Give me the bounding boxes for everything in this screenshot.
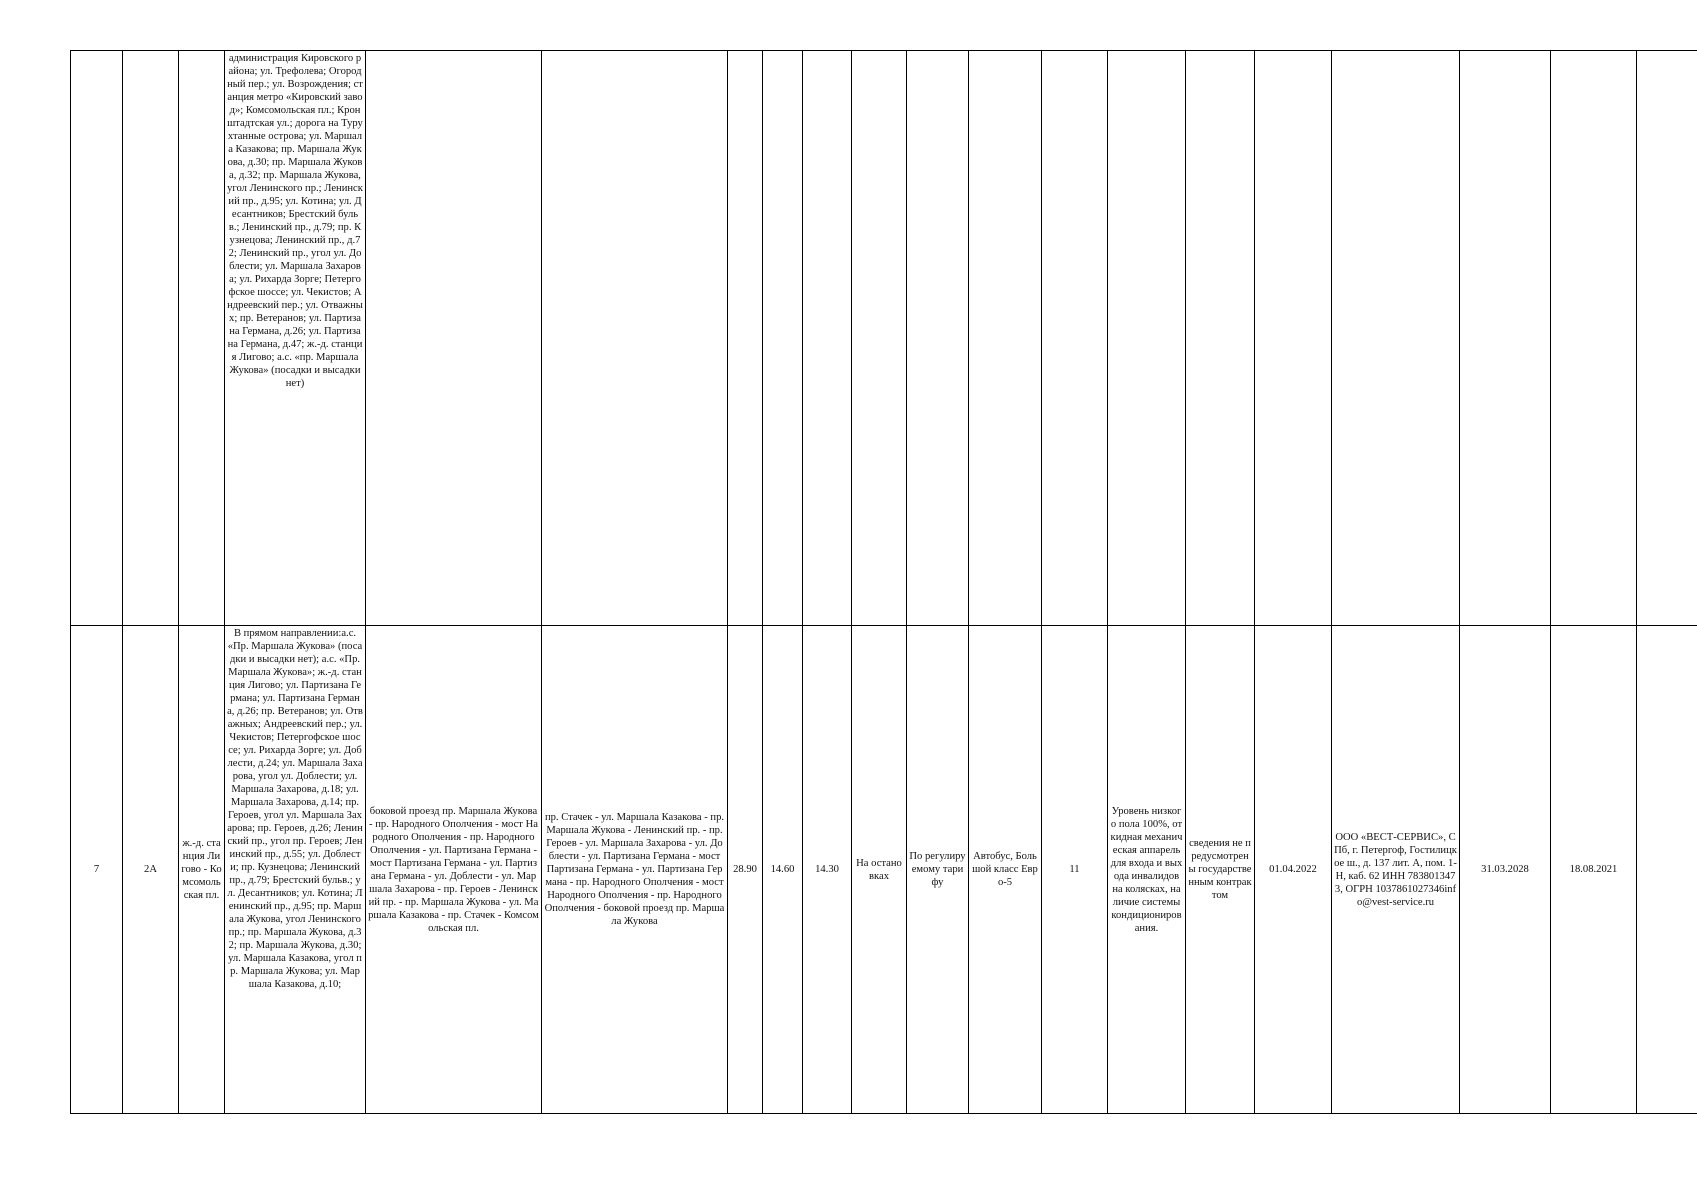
cell-start-date (1255, 51, 1332, 626)
cell-stops: В прямом направлении:а.с. «Пр. Маршала Жукова» (посадки и высадки нет); а.с. «Пр. Маршала Жукова»; ж.-д. станция Лигово; ул. Партизана Германа; ул. Партизана Германа, д.26; пр. Ветеранов; ул. Отважных; Андреевский пер.; ул. Чекистов; Петергофское шоссе; ул. Рихарда Зорге; ул. Доблести, д.24; ул. Маршала Захарова, угол ул. Доблести; ул. Маршала Захарова, д.18; ул. Маршала Захарова, д.14; пр. Героев, угол ул. Маршала Захарова; пр. Героев, д.26; Ленинский пр., угол пр. Героев; Ленинский пр., д.55; ул. Доблести; пр. Кузнецова; Ленинский пр., д.79; Брестский бульв.; ул. Десантников; ул. Котина; Ленинский пр., д.95; пр. Маршала Жукова, угол Ленинского пр.; пр. Маршала Жукова, д.32; пр. Маршала Жукова, д.30; ул. Маршала Казакова, угол пр. Маршала Жукова; ул. Маршала Казакова, д.10; (225, 626, 366, 1114)
cell-number (71, 51, 123, 626)
cell-route-name: ж.-д. станция Лигово - Комсомольская пл. (179, 626, 225, 1114)
cell-streets-forward (366, 51, 542, 626)
route-register-table (70, 50, 1697, 1114)
cell-contract-end (1460, 51, 1551, 626)
cell-tariff (907, 51, 969, 626)
cell-carrier (1332, 51, 1460, 626)
cell-extra (1637, 626, 1697, 1114)
cell-streets-backward: пр. Стачек - ул. Маршала Казакова - пр. Маршала Жукова - Ленинский пр. - пр. Героев - ул. Маршала Захарова - ул. Доблести - ул. Партизана Германа - мост Партизана Германа - ул. Партизана Германа - пр. Народного Ополчения - мост Народного Ополчения - пр. Народного Ополчения - боковой проезд пр. Маршала Жукова (542, 626, 728, 1114)
cell-vehicle-count (1042, 51, 1108, 626)
cell-vehicle (969, 51, 1042, 626)
cell-route-number: 2А (123, 626, 179, 1114)
cell-stops: администрация Кировского района; ул. Трефолева; Огородный пер.; ул. Возрождения; станция метро «Кировский завод»; Комсомольская пл.; Кронштадтская ул.; дорога на Турухтанные острова; ул. Маршала Казакова; пр. Маршала Жукова, д.30; пр. Маршала Жукова, д.32; пр. Маршала Жукова, угол Ленинского пр.; Ленинский пр., д.95; ул. Котина; ул. Десантников; Брестский бульв.; Ленинский пр., д.79; пр. Кузнецова; Ленинский пр., д.72; Ленинский пр., угол ул. Доблести; ул. Маршала Захарова; ул. Рихарда Зорге; Петергофское шоссе; ул. Чекистов; Андреевский пер.; ул. Отважных; пр. Ветеранов; ул. Партизана Германа, д.26; ул. Партизана Германа, д.47; ж.-д. станция Лигово; а.с. «пр. Маршала Жукова» (посадки и высадки нет) (225, 51, 366, 626)
cell-extra (1637, 51, 1697, 626)
cell-characteristics (1108, 51, 1186, 626)
table-row (71, 51, 1697, 626)
cell-start-date: 01.04.2022 (1255, 626, 1332, 1114)
cell-route-number (123, 51, 179, 626)
cell-tariff: По регулируемому тарифу (907, 626, 969, 1114)
cell-contract-info: сведения не предусмотрены государственным контрактом (1186, 626, 1255, 1114)
cell-stop-order (852, 51, 907, 626)
cell-route-name (179, 51, 225, 626)
cell-vehicle-count: 11 (1042, 626, 1108, 1114)
cell-number: 7 (71, 626, 123, 1114)
cell-carrier: ООО «ВЕСТ-СЕРВИС», СПб, г. Петергоф, Гостилицкое ш., д. 137 лит. А, пом. 1-Н, каб. 62 ИНН 7838013473, ОГРН 1037861027346info@vest-service.ru (1332, 626, 1460, 1114)
cell-length-backward (763, 51, 803, 626)
cell-contract-date: 18.08.2021 (1551, 626, 1637, 1114)
cell-stop-order: На остановках (852, 626, 907, 1114)
table-row (71, 626, 1697, 1114)
cell-contract-info (1186, 51, 1255, 626)
cell-streets-forward: боковой проезд пр. Маршала Жукова - пр. Народного Ополчения - мост Народного Ополчения - пр. Народного Ополчения - ул. Партизана Германа - мост Партизана Германа - ул. Партизана Германа - ул. Доблести - ул. Маршала Захарова - пр. Героев - Ленинский пр. - пр. Маршала Жукова - ул. Маршала Казакова - пр. Стачек - Комсомольская пл. (366, 626, 542, 1114)
cell-length-total: 14.30 (803, 626, 852, 1114)
cell-contract-end: 31.03.2028 (1460, 626, 1551, 1114)
cell-contract-date (1551, 51, 1637, 626)
cell-characteristics: Уровень низкого пола 100%, откидная механическая аппарель для входа и выхода инвалидов на колясках, наличие системы кондиционирования. (1108, 626, 1186, 1114)
cell-length-total (803, 51, 852, 626)
cell-length-forward: 28.90 (728, 626, 763, 1114)
cell-length-forward (728, 51, 763, 626)
cell-length-backward: 14.60 (763, 626, 803, 1114)
cell-vehicle: Автобус, Большой класс Евро-5 (969, 626, 1042, 1114)
cell-streets-backward (542, 51, 728, 626)
